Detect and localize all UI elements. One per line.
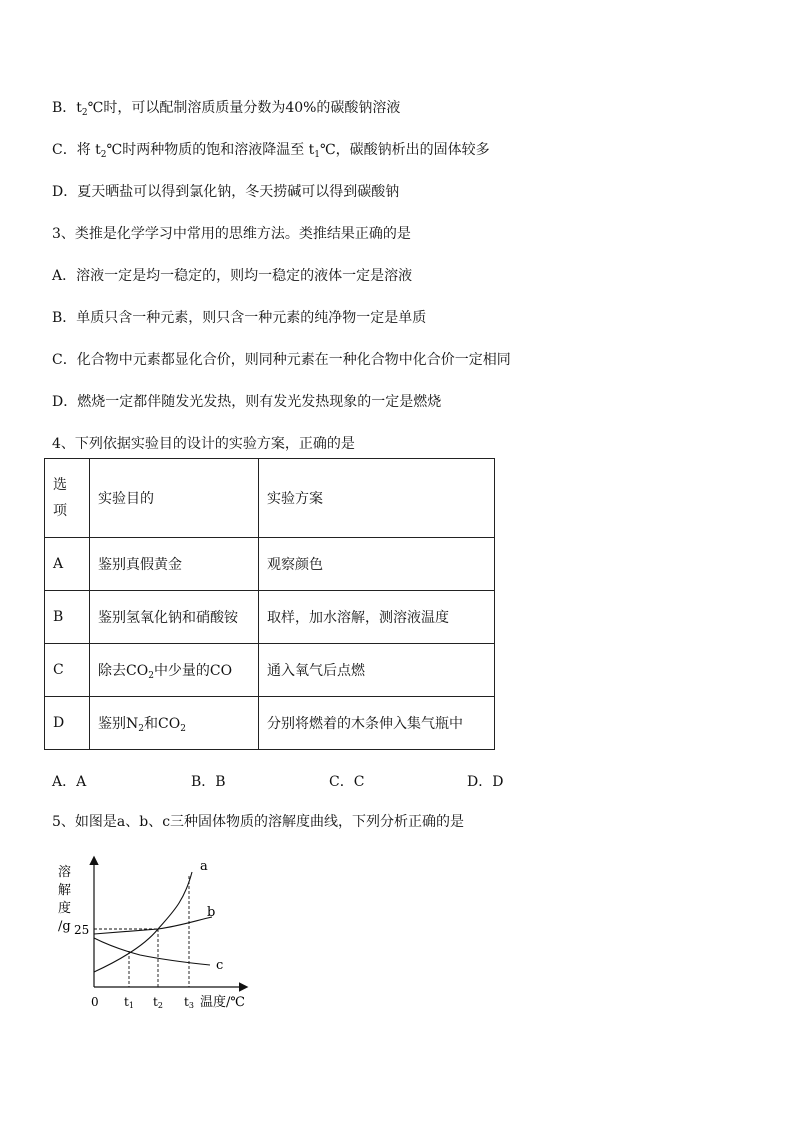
row-plan: 观察颜色 — [259, 538, 495, 591]
answer-c: C．C — [329, 774, 365, 790]
curve-a — [94, 872, 192, 972]
y-axis-label-2: 解 — [58, 883, 72, 898]
q3-option-c: C．化合物中元素都显化合价，则同种元素在一种化合物中化合价一定相同 — [52, 352, 511, 368]
answer-b: B．B — [191, 774, 226, 790]
header-purpose: 实验目的 — [90, 459, 259, 538]
x-tick-t1: t1 — [124, 995, 134, 1010]
question-5-stem: 5、如图是a、b、c三种固体物质的溶解度曲线，下列分析正确的是 — [52, 814, 465, 830]
q3-option-a: A．溶液一定是均一稳定的，则均一稳定的液体一定是溶液 — [52, 268, 413, 284]
row-plan: 分别将燃着的木条伸入集气瓶中 — [259, 697, 495, 750]
question-3-stem: 3、类推是化学学习中常用的思维方法。类推结果正确的是 — [52, 226, 411, 242]
row-option: D — [45, 697, 90, 750]
header-option: 选 项 — [45, 459, 90, 538]
experiment-table — [44, 458, 495, 750]
table-row — [45, 644, 495, 697]
table-row — [45, 591, 495, 644]
q3-option-d: D．燃烧一定都伴随发光发热，则有发光发热现象的一定是燃烧 — [52, 394, 442, 410]
row-option: C — [45, 644, 90, 697]
option-d-line: D．夏天晒盐可以得到氯化钠，冬天捞碱可以得到碳酸钠 — [52, 184, 400, 200]
solubility-graph — [50, 850, 260, 1015]
table-row — [45, 538, 495, 591]
row-purpose: 鉴别$N_2$和$CO_2$ — [90, 697, 259, 750]
option-b-line: B．$t_2℃$时，可以配制溶质质量分数为40%的碳酸钠溶液 — [52, 100, 401, 118]
x-tick-t3: t3 — [184, 995, 194, 1010]
x-origin: 0 — [91, 995, 99, 1009]
y-axis-label-3: 度 — [58, 901, 72, 916]
curve-label-c: c — [216, 958, 224, 973]
question-4-stem: 4、下列依据实验目的设计的实验方案，正确的是 — [52, 436, 355, 452]
row-plan: 取样，加水溶解，测溶液温度 — [259, 591, 495, 644]
x-axis-label: 温度/℃ — [200, 995, 245, 1010]
curve-b — [94, 917, 212, 934]
row-purpose: 鉴别氢氧化钠和硝酸铵 — [90, 591, 259, 644]
row-plan: 通入氧气后点燃 — [259, 644, 495, 697]
curve-label-a: a — [200, 859, 208, 874]
table-header-row — [45, 459, 495, 538]
answer-d: D．D — [467, 774, 504, 790]
curve-c — [94, 938, 210, 965]
row-option: A — [45, 538, 90, 591]
q3-option-b: B．单质只含一种元素，则只含一种元素的纯净物一定是单质 — [52, 310, 427, 326]
x-tick-t2: t2 — [153, 995, 163, 1010]
y-axis-label-4: /g — [58, 919, 71, 934]
option-c-line: C．将 $t_2℃$时两种物质的饱和溶液降温至 $t_1℃$，碳酸钠析出的固体较多 — [52, 142, 490, 160]
y-tick-25: 25 — [74, 923, 90, 937]
row-purpose: 鉴别真假黄金 — [90, 538, 259, 591]
table-row — [45, 697, 495, 750]
y-axis-label-1: 溶 — [58, 865, 72, 880]
header-plan: 实验方案 — [259, 459, 495, 538]
row-purpose: 除去$CO_2$中少量的CO — [90, 644, 259, 697]
row-option: B — [45, 591, 90, 644]
curve-label-b: b — [207, 905, 216, 920]
answer-a: A．A — [52, 774, 87, 790]
